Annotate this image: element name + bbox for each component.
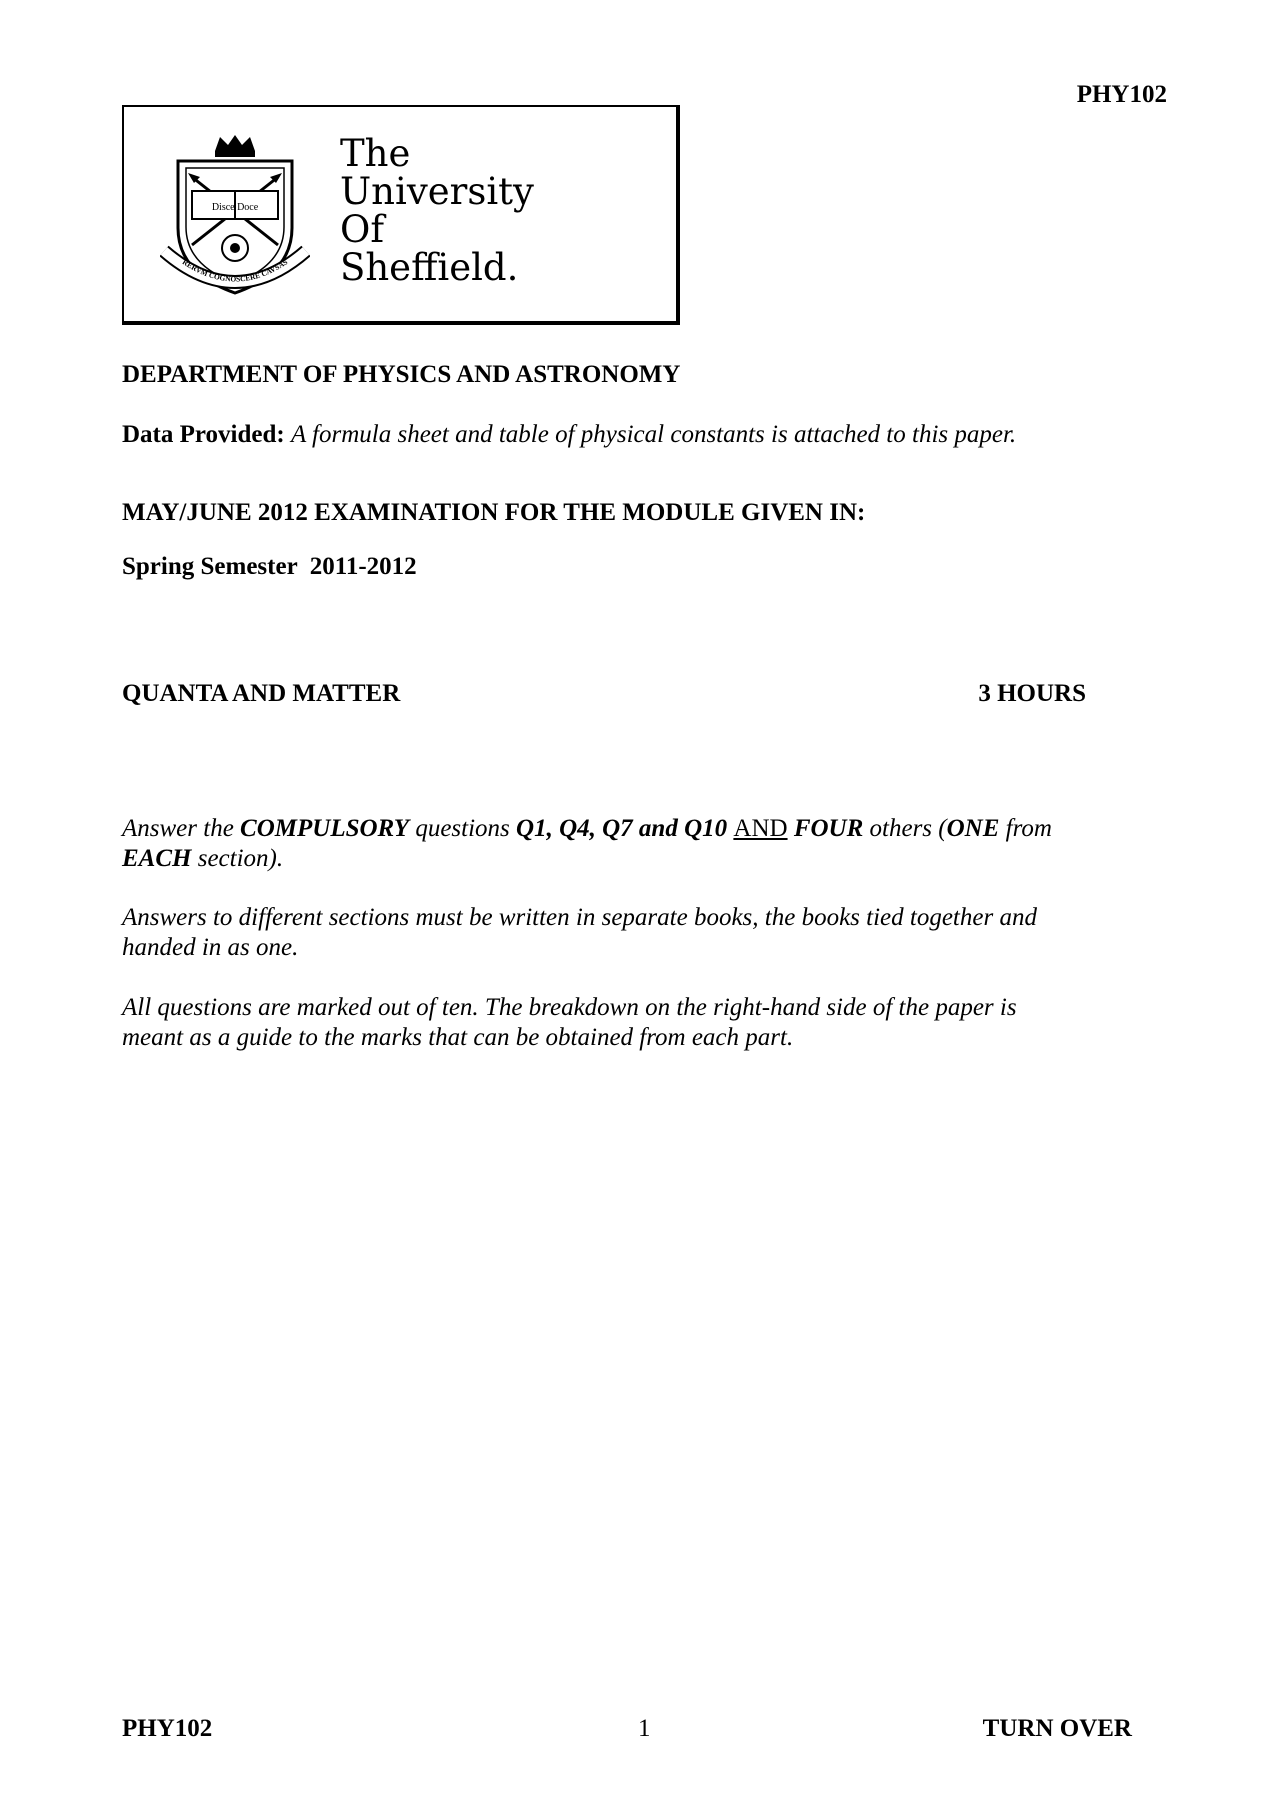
instr-text: section). <box>191 845 284 872</box>
logo-line: The <box>340 132 411 175</box>
data-provided <box>122 420 1016 450</box>
semester: Spring Semester 2011-2012 <box>122 553 417 580</box>
turn-over-label: TURN OVER <box>982 1715 1132 1742</box>
page-number: 1 <box>638 1715 651 1742</box>
logo-line: Of <box>340 208 385 251</box>
instruction-books: Answers to different sections must be written in separate books, the books tied together and handed in as one. <box>122 904 1037 961</box>
module-code-header: PHY102 <box>1076 81 1167 108</box>
instr-underline: AND <box>733 815 788 842</box>
instr-emphasis: Q1, Q4, Q7 and Q10 <box>516 815 728 842</box>
instruction-marks: All questions are marked out of ten. The breakdown on the right-hand side of the paper is meant as a guide to the marks that can be obtained from each part. <box>122 994 1017 1051</box>
crest-motto: RERVM COGNOSCERE CAVSAS <box>180 257 290 284</box>
instr-text: from <box>999 815 1052 842</box>
crest-book-text: Disce Doce <box>211 202 259 213</box>
module-name: QUANTA AND MATTER <box>122 680 401 707</box>
university-crest-icon <box>160 133 310 303</box>
logo-line: Sheffield. <box>340 246 519 289</box>
instr-emphasis: EACH <box>122 845 192 872</box>
instr-text: others ( <box>863 815 947 842</box>
instr-emphasis: ONE <box>946 815 1000 842</box>
exam-duration: 3 HOURS <box>978 680 1086 707</box>
footer-module-code: PHY102 <box>122 1715 213 1742</box>
university-logo <box>122 105 680 325</box>
data-provided-text: A formula sheet and table of physical constants is attached to this paper. <box>290 421 1017 448</box>
exam-title: MAY/JUNE 2012 EXAMINATION FOR THE MODULE GIVEN IN: <box>122 499 866 526</box>
instr-text: questions <box>409 815 517 842</box>
instruction-compulsory <box>122 814 1102 874</box>
instr-emphasis: FOUR <box>793 815 864 842</box>
data-provided-label: Data Provided: <box>122 421 285 448</box>
logo-line: University <box>340 170 534 213</box>
instr-text: Answer the <box>122 815 241 842</box>
department-title: DEPARTMENT OF PHYSICS AND ASTRONOMY <box>122 361 681 388</box>
university-name <box>340 132 534 289</box>
instr-emphasis: COMPULSORY <box>240 815 410 842</box>
